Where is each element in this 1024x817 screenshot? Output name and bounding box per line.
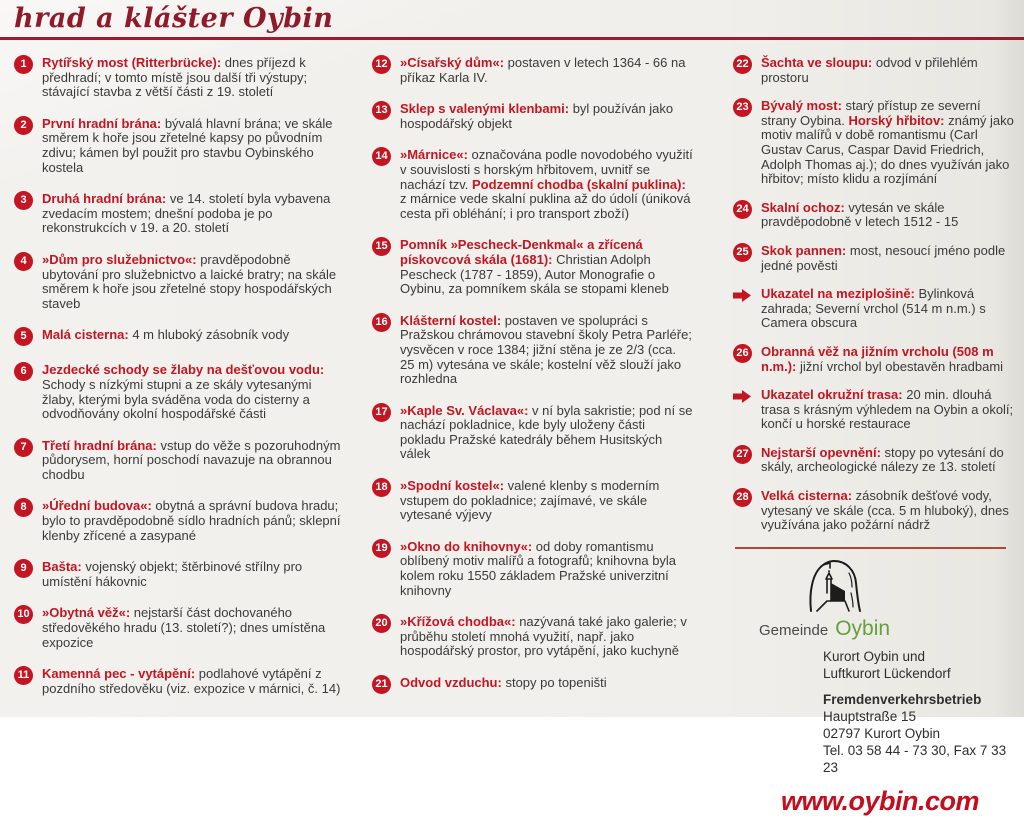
item-text [42, 499, 346, 543]
list-item [14, 253, 346, 311]
item-description: postaven ve spolupráci s Pražskou chrámovou stavební školy Petra Parléře; vysvěcen v roce 1384; jižní stěna je ze 2/3 (cca. 25 m) vytesána ve skále; kostelní věž slouží jako rozhledna [400, 312, 692, 387]
list-item [14, 56, 346, 100]
item-description: byl používán jako hospodářský objekt [400, 101, 674, 131]
org-line: Kurort Oybin und [823, 648, 926, 664]
item-number-badge: 27 [733, 445, 752, 464]
item-term: »Císařský dům«: [400, 55, 505, 70]
item-description: most, nesoucí jméno podle jedné pověsti [761, 242, 1006, 273]
item-text [42, 56, 346, 100]
item-number-badge: 3 [14, 191, 33, 210]
item-term: Nejstarší opevnění: [761, 444, 881, 460]
item-text [400, 56, 694, 85]
content [0, 40, 1024, 817]
item-number-badge: 4 [14, 252, 33, 271]
list-item [14, 667, 346, 696]
gemeinde-label: Gemeinde [759, 621, 829, 639]
item-number-badge: 28 [733, 488, 752, 507]
item-term: Šachta ve sloupu: [761, 55, 873, 70]
item-term: »Obytná věž«: [42, 605, 131, 621]
item-text [761, 56, 1014, 85]
item-description: pravděpodobně ubytování pro služebnictvo a laické bratry; na skále směrem k hoře jsou zřetelné stopy hospodářských staveb [42, 251, 337, 311]
item-number-badge: 17 [372, 403, 391, 422]
item-number-badge: 7 [14, 438, 33, 457]
address-line: 02797 Kurort Oybin [823, 725, 941, 741]
item-description: starý přístup ze severní strany Oybina. [761, 98, 981, 128]
website-url: www.oybin.com [781, 785, 980, 816]
item-term: »Okno do knihovny«: [400, 538, 533, 554]
arrow-right-icon [733, 389, 752, 409]
item-description: Christian Adolph Pescheck (1787 - 1859), Autor Monografie o Oybinu, za pomníkem skála se stopami kleneb [400, 251, 669, 297]
item-term: »Úřední budova«: [42, 498, 152, 514]
item-description: valené klenby s moderním vstupem do pokladnice; zajímavé, ve skále vytesané výjevy [400, 478, 660, 523]
item-text [400, 615, 694, 659]
item-number-badge: 23 [733, 98, 752, 117]
item-text [42, 192, 346, 236]
item-term: »Kaple Sv. Václava«: [400, 402, 529, 418]
item-description: 20 min. dlouhá trasa s krásným výhledem na Oybin a okolí; končí u horské restaurace [761, 387, 1014, 432]
item-number-badge: 11 [14, 666, 33, 685]
item-number-badge: 21 [372, 675, 391, 694]
item-number-badge: 20 [372, 614, 391, 633]
list-item [733, 244, 1014, 273]
item-term: Klášterní kostel: [400, 312, 502, 328]
item-text [42, 363, 346, 421]
column-2 [372, 56, 694, 817]
list-item [14, 560, 346, 589]
list-item [372, 404, 694, 462]
item-term: Ukazatel okružní trasa: [761, 387, 903, 403]
item-number-badge: 25 [733, 243, 752, 262]
list-item [14, 363, 346, 421]
item-term: »Křížová chodba«: [400, 614, 516, 630]
item-description: stopy po vytesání do skály, archeologické nálezy ze 13. století [761, 444, 1004, 475]
list-item [372, 148, 694, 221]
footer-contact-block [733, 547, 1014, 817]
item-text [761, 489, 1014, 533]
item-description: vstup do věže s pozoruhodným půdorysem, horní poschodí navazuje na obrannou chodbu [42, 437, 341, 482]
item-description: označována podle novodobého využití v souvislosti s horským hřbitovem, uvnitř se nachází tzv. [400, 147, 693, 192]
list-item [372, 56, 694, 85]
item-description: 4 m hluboký zásobník vody [128, 327, 290, 343]
arrow-right-icon [733, 288, 752, 308]
address-line: Tel. 03 58 44 - 73 30, Fax 7 33 23 [823, 742, 1007, 775]
item-term: Bývalý most: [761, 98, 842, 114]
item-text [400, 314, 694, 387]
item-term: Bašta: [42, 559, 82, 575]
list-item [372, 238, 694, 296]
item-term: Ukazatel na meziplošině: [761, 286, 915, 302]
list-item [14, 439, 346, 483]
item-number-badge: 22 [733, 55, 752, 74]
item-text [42, 606, 346, 650]
item-number-badge: 12 [372, 55, 391, 74]
item-description: postaven v letech 1364 - 66 na příkaz Karla IV. [400, 55, 686, 85]
item-description: jižní vrchol byl obestavěn hradbami [796, 358, 1004, 374]
item-text [42, 253, 346, 311]
item-number-badge: 5 [14, 327, 33, 346]
contact-address [823, 648, 1014, 776]
item-term: »Márnice«: [400, 147, 468, 163]
footer-divider [735, 547, 1006, 549]
list-item [733, 345, 1014, 374]
page-title: hrad a klášter Oybin [14, 3, 334, 34]
item-number-badge: 26 [733, 344, 752, 363]
item-description: vojenský objekt; štěrbinové střílny pro umístění hákovnic [42, 559, 303, 589]
item-description: odvod v přilehlém prostoru [761, 55, 978, 85]
list-item [733, 388, 1014, 432]
item-description: od doby romantismu oblíbený motiv malířů a fotografů; knihovna byla kolem roku 1550 základem Pražské univerzitní knihovny [400, 538, 677, 598]
item-term: Rytířský most (Ritterbrücke): [42, 55, 222, 70]
item-text [761, 201, 1014, 230]
item-number-badge: 2 [14, 116, 33, 135]
list-item [14, 328, 346, 346]
item-description: Schody s nízkými stupni a ze skály vytesanými žlaby, kterými byla sváděna voda do cisterny a odvodňovány okolní hospodářské části [42, 376, 312, 422]
item-description: ve 14. století byla vybavena zvedacím mostem; dnešní podoba je po rekonstrukcích v 19. a 20. století [42, 191, 331, 236]
list-item [733, 489, 1014, 533]
item-number-badge: 9 [14, 559, 33, 578]
item-number-badge: 10 [14, 605, 33, 624]
item-text [400, 540, 694, 598]
address-line: Hauptstraße 15 [823, 708, 917, 724]
list-item [733, 287, 1014, 331]
item-number-badge: 13 [372, 101, 391, 120]
item-text [400, 676, 607, 691]
item-description: zásobník dešťové vody, vytesaný ve skále (cca. 5 m hluboký), dnes využívána jako požární nádrž [761, 488, 1009, 533]
list-item [372, 676, 694, 694]
list-item [372, 102, 694, 131]
item-term: »Spodní kostel«: [400, 478, 505, 494]
item-term: Skalní ochoz: [761, 199, 845, 215]
item-term: Třetí hradní brána: [42, 437, 157, 453]
item-description: bývalá hlavní brána; ve skále směrem k hoře jsou zřetelné kapsy po původním zdivu; kámen byl použit pro stavbu Oybinského kostela [42, 115, 333, 175]
item-term: Malá cisterna: [42, 327, 129, 343]
item-number-badge: 14 [372, 147, 391, 166]
item-text [761, 446, 1014, 475]
item-term: Kamenná pec - vytápění: [42, 666, 196, 682]
item-description: obytná a správní budova hradu; bylo to pravděpodobně sídlo hradních pánů; sklepní klenby zřícené a zasypané [42, 498, 341, 543]
list-item [14, 117, 346, 175]
item-text [761, 244, 1014, 273]
item-text [761, 345, 1014, 374]
list-item [372, 479, 694, 523]
page-header [0, 0, 1024, 40]
item-term: Sklep s valenými klenbami: [400, 101, 570, 117]
list-item [14, 606, 346, 650]
item-number-badge: 15 [372, 237, 391, 256]
item-text [42, 117, 346, 175]
list-item [733, 99, 1014, 187]
item-description: z márnice vede skalní puklina až do údolí (úniková cesta při obléhání; i pro transport zboží) [400, 191, 691, 221]
item-number-badge: 16 [372, 313, 391, 332]
item-description: Bylinková zahrada; Severní vrchol (514 m n.m.) s Camera obscura [761, 286, 986, 331]
gemeinde-logo-text [733, 617, 1014, 641]
department-name: Fremdenverkehrsbetrieb [823, 691, 982, 707]
item-text [42, 439, 346, 483]
item-term: »Dům pro služebnictvo«: [42, 251, 197, 267]
item-term: Druhá hradní brána: [42, 191, 167, 207]
item-number-badge: 18 [372, 478, 391, 497]
item-text [42, 667, 346, 696]
list-item [372, 314, 694, 387]
item-text [761, 388, 1014, 432]
item-number-badge: 8 [14, 498, 33, 517]
item-number-badge: 19 [372, 539, 391, 558]
item-description: podlahové vytápění z pozdního středověku (viz. expozice v márnici, č. 14) [42, 666, 341, 696]
item-term: Pomník »Pescheck-Denkmal« a zřícená pískovcová skála (1681): [400, 237, 643, 267]
list-item [372, 540, 694, 598]
item-term: Jezdecké schody se žlaby na dešťovou vodu: [42, 362, 325, 378]
item-description: vytesán ve skále pravděpodobně v letech 1512 - 15 [761, 199, 959, 230]
item-term: Horský hřbitov: [848, 112, 945, 128]
item-description: známý jako motiv malířů v době romantismu (Carl Gustav Carus, Caspar David Friedrich, Adolph Thomas aj.); do dnes využíván jako hřbitov; místo klidu a rozjímání [761, 112, 1014, 187]
item-text [761, 99, 1014, 187]
oybin-mountain-logo [803, 559, 867, 615]
item-text [400, 404, 694, 462]
item-text [42, 328, 289, 343]
list-item [733, 56, 1014, 85]
item-text [400, 479, 694, 523]
item-number-badge: 6 [14, 362, 33, 381]
item-text [42, 560, 346, 589]
item-description: nazývaná také jako galerie; v průběhu století mnohá využití, např. jako hospodářský prostor, pro vytápění, jako kuchyně [400, 614, 687, 659]
item-number-badge: 24 [733, 200, 752, 219]
list-item [14, 192, 346, 236]
item-description: v ní byla sakristie; pod ní se nachází pokladnice, kde byly uloženy části pokladu Pražské katedrály během Husitských válek [400, 402, 693, 462]
item-text [400, 102, 694, 131]
item-description: stopy po topeništi [501, 675, 607, 690]
list-item [14, 499, 346, 543]
item-term: Obranná věž na jižním vrcholu (508 m n.m.): [761, 343, 994, 374]
column-3 [733, 56, 1014, 817]
list-item [733, 201, 1014, 230]
item-text [761, 287, 1014, 331]
item-term: Skok pannen: [761, 242, 847, 258]
item-text [400, 148, 694, 221]
list-item [733, 446, 1014, 475]
column-1 [14, 56, 346, 817]
list-item [372, 615, 694, 659]
gemeinde-name: Oybin [835, 616, 891, 640]
item-text [400, 238, 694, 296]
org-line: Luftkurort Lückendorf [823, 665, 951, 681]
item-description: dnes příjezd k předhradí; v tomto místě jsou další tři výstupy; stávající stavba z větší části z 19. století [42, 55, 308, 100]
item-term: Velká cisterna: [761, 488, 853, 504]
item-term: Podzemní chodba (skalní puklina): [472, 176, 686, 192]
item-term: První hradní brána: [42, 115, 162, 131]
item-number-badge: 1 [14, 55, 33, 74]
item-term: Odvod vzduchu: [400, 675, 502, 690]
item-description: nejstarší část dochovaného středověkého hradu (13. století?); dnes umístěna expozice [42, 605, 326, 650]
